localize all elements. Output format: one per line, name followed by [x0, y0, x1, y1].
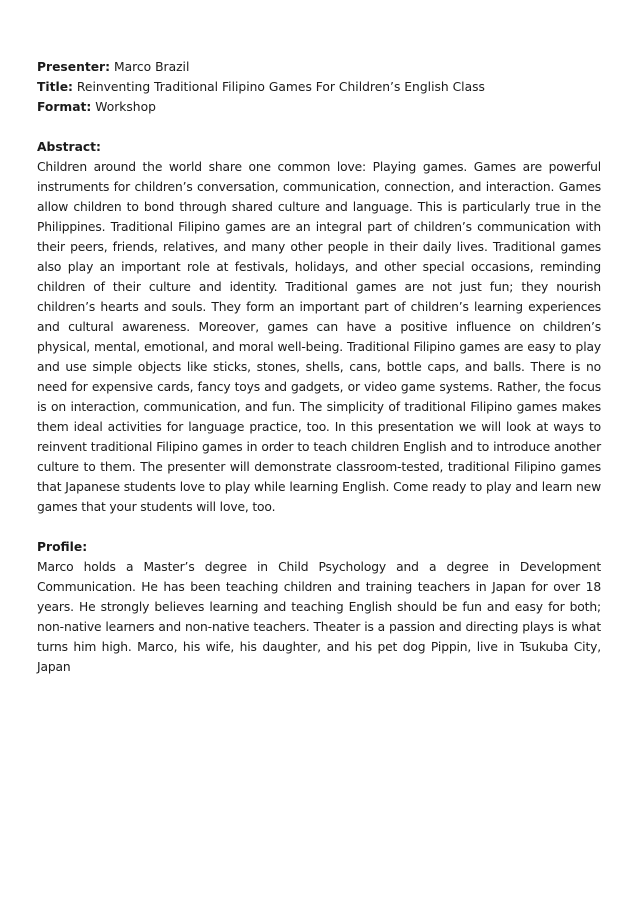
title-line: [37, 77, 601, 97]
document-page: [37, 57, 601, 677]
presenter-line: [37, 57, 601, 77]
abstract-heading: Abstract:: [37, 140, 101, 154]
presenter-label: Presenter:: [37, 60, 111, 74]
title-label: Title:: [37, 80, 73, 94]
abstract-body: Children around the world share one common love: Playing games. Games are powerful instruments for children’s conversation, communication, connection, and interaction. Games allow children to bond through shared culture and language. This is particularly true in the Philippines. Traditional Filipino games are an integral part of children’s communication with their peers, friends, relatives, and many other people in their daily lives. Traditional games also play an important role at festivals, holidays, and other special occasions, reminding children of their culture and identity. Traditional games are not just fun; they nourish children’s hearts and souls. They form an important part of children’s learning experiences and cultural awareness. Moreover, games can have a positive influence on children’s physical, mental, emotional, and moral well-being. Traditional Filipino games are easy to play and use simple objects like sticks, stones, shells, cans, bottle caps, and balls. There is no need for expensive cards, fancy toys and gadgets, or video game systems. Rather, the focus is on interaction, communication, and fun. The simplicity of traditional Filipino games makes them ideal activities for language practice, too. In this presentation we will look at ways to reinvent traditional Filipino games in order to teach children English and to introduce another culture to them. The presenter will demonstrate classroom-tested, traditional Filipino games that Japanese students love to play while learning English. Come ready to play and learn new games that your students will love, too.: [37, 160, 601, 514]
format-label: Format:: [37, 100, 92, 114]
format-value: Workshop: [95, 100, 156, 114]
profile-body: Marco holds a Master’s degree in Child Psychology and a degree in Development Communication. He has been teaching children and training teachers in Japan for over 18 years. He strongly believes learning and teaching English should be fun and easy for both; non-native learners and non-native teachers. Theater is a passion and directing plays is what turns him high. Marco, his wife, his daughter, and his pet dog Pippin, live in Tsukuba City, Japan: [37, 560, 601, 674]
spacer: [37, 117, 601, 137]
presenter-value: Marco Brazil: [113, 60, 190, 74]
title-value: Reinventing Traditional Filipino Games For Children’s English Class: [76, 80, 485, 94]
format-line: [37, 97, 601, 117]
spacer: [37, 517, 601, 537]
profile-heading: Profile:: [37, 540, 88, 554]
